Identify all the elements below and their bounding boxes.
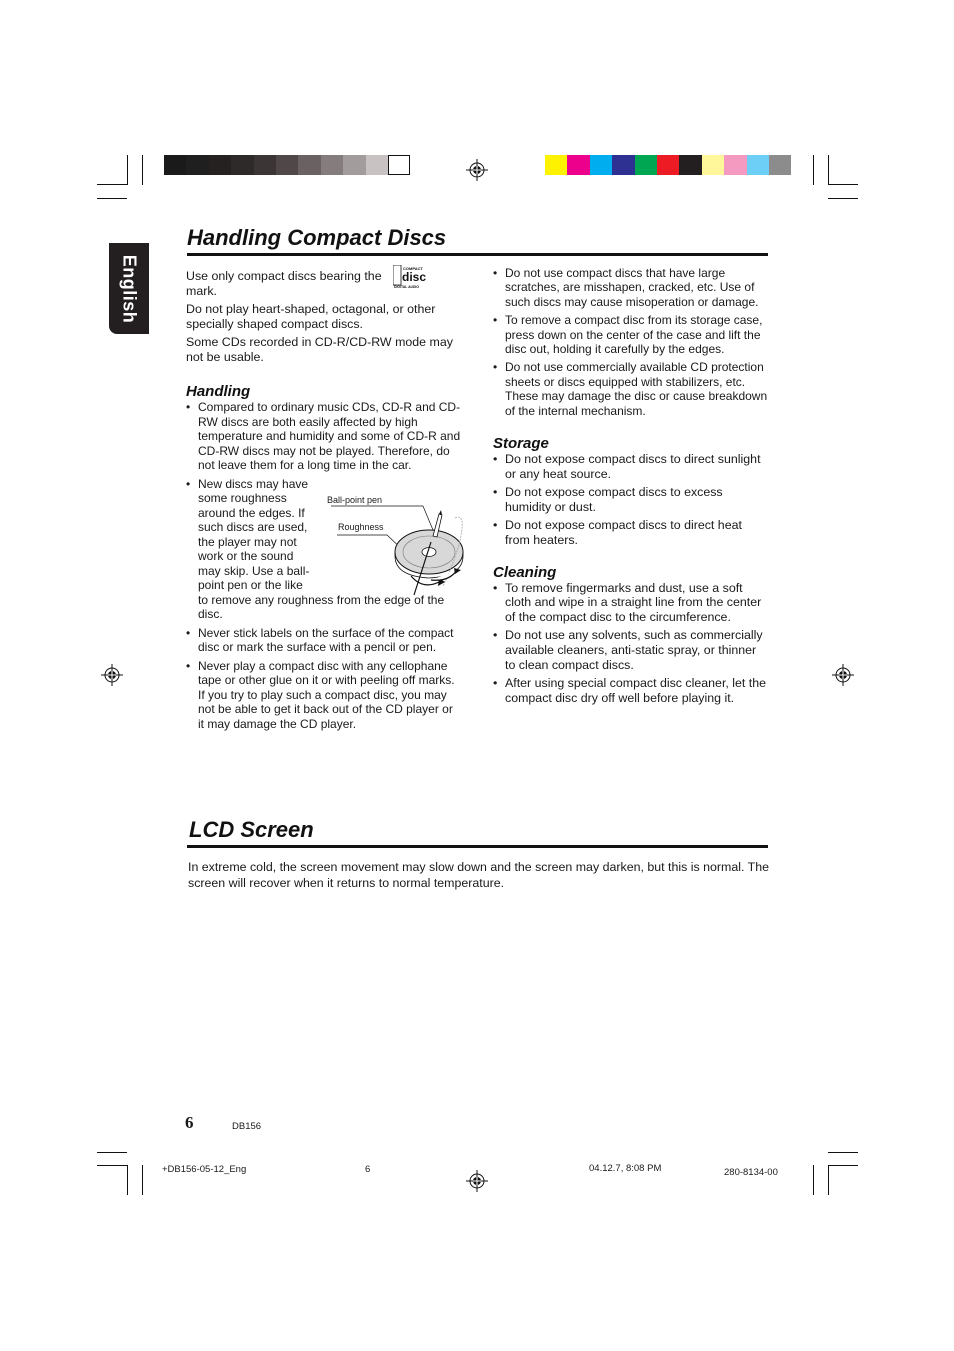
disc-roughness-figure [327, 490, 467, 600]
color-swatch [747, 155, 769, 175]
color-swatch [612, 155, 634, 175]
list-item: • Never play a compact disc with any cellophane tape or other glue on it or with peeling off marks. If you try to play such a compact disc, you may not be able to get it back out of the CD player or it may damage the CD player. [186, 659, 461, 732]
color-swatch [590, 155, 612, 175]
list-item: • To remove fingermarks and dust, use a soft cloth and wipe in a straight line from the center of the compact disc to the circumference. [493, 581, 768, 625]
list-item: • To remove a compact disc from its storage case, press down on the center of the case and lift the disc out, holding it carefully by the edges. [493, 313, 768, 356]
list-item: • Do not expose compact discs to direct sunlight or any heat source. [493, 452, 768, 481]
rough-edges-line: around the edges. If [198, 505, 305, 520]
rough-edges-line: may skip. Use a ball- [198, 563, 310, 578]
ball-point-pen-label: Ball-point pen [327, 495, 383, 505]
handling-heading: Handling [186, 382, 251, 400]
list-item: • Do not use compact discs that have large scratches, are misshapen, cracked, etc. Use of such discs may cause misoperation or damage. [493, 266, 768, 309]
list-item: • Do not use any solvents, such as commercially available cleaners, anti-static spray, or thinner to clean compact discs. [493, 628, 768, 672]
color-swatch [769, 155, 791, 175]
color-swatch [209, 155, 231, 175]
list-item: • Never stick labels on the surface of the compact disc or mark the surface with a pencil or pen. [186, 626, 461, 655]
color-swatch [254, 155, 276, 175]
rough-edges-text-tail: to remove any roughness from the edge of the disc. [198, 592, 445, 622]
rough-edges-line: work or the sound [198, 549, 294, 564]
registration-mark-icon [466, 159, 488, 181]
color-swatch [545, 155, 567, 175]
intro-paragraph: Do not play heart-shaped, octagonal, or other specially shaped compact discs. [186, 302, 436, 331]
rough-edges-line: point pen or the like [198, 578, 303, 593]
svg-text:COMPACT: COMPACT [403, 266, 423, 271]
title-rule [187, 253, 768, 256]
footer-part-code: 280-8134-00 [724, 1167, 778, 1178]
color-swatch [343, 155, 365, 175]
rough-edges-line: the player may not [198, 534, 297, 549]
precautions-list [493, 266, 768, 418]
registration-mark-icon [101, 664, 123, 686]
model-code: DB156 [232, 1121, 262, 1132]
disc-with-pen-icon [327, 490, 467, 600]
intro-paragraph: Some CDs recorded in CD-R/CD-RW mode may not be usable. [186, 335, 453, 364]
section-title: Handling Compact Discs [187, 225, 447, 250]
registration-mark-icon [466, 1170, 488, 1192]
cleaning-list [493, 581, 768, 706]
compact-disc-logo-icon [393, 265, 429, 293]
color-swatch [298, 155, 320, 175]
color-swatch [679, 155, 701, 175]
footer-date: 04.12.7, 8:08 PM [589, 1163, 662, 1174]
rough-edges-line: some roughness [198, 491, 287, 506]
color-swatch [276, 155, 298, 175]
language-tab-label: English [119, 254, 140, 323]
lcd-screen-paragraph: In extreme cold, the screen movement may slow down and the screen may darken, but this is normal. The screen will recover when it returns to normal temperature. [188, 860, 770, 890]
list-item: • Do not expose compact discs to direct heat from heaters. [493, 518, 768, 547]
title-rule [187, 845, 768, 848]
footer-page: 6 [365, 1164, 371, 1175]
color-swatch [635, 155, 657, 175]
right-column [493, 266, 768, 709]
section-title: LCD Screen [189, 817, 314, 842]
roughness-label: Roughness [338, 522, 384, 532]
color-swatch [657, 155, 679, 175]
language-tab [109, 243, 149, 334]
page-number: 6 [185, 1113, 194, 1132]
list-item: • Do not expose compact discs to excess humidity or dust. [493, 485, 768, 514]
color-swatch [366, 155, 388, 175]
rough-edges-line: such discs are used, [198, 520, 308, 535]
footer-file-name: +DB156-05-12_Eng [162, 1164, 247, 1175]
cleaning-heading: Cleaning [493, 563, 557, 581]
list-item: • After using special compact disc cleaner, let the compact disc dry off well before playing it. [493, 676, 768, 705]
color-swatch [702, 155, 724, 175]
list-item: • Compared to ordinary music CDs, CD-R and CD-RW discs are both easily affected by high temperature and humidity and some of CD-R and CD-RW discs may not be played. Therefore, do not leave them for a long time in the car. [186, 400, 461, 473]
intro-paragraph: Use only compact discs bearing the COMPACT disc DIGITAL AUDIO mark. [186, 269, 461, 298]
color-swatch [724, 155, 746, 175]
storage-heading: Storage [493, 435, 549, 453]
svg-text:disc: disc [402, 270, 427, 284]
rough-edges-line: • New discs may have [198, 476, 309, 491]
color-swatch [388, 155, 410, 175]
color-swatch [164, 155, 186, 175]
svg-text:DIGITAL AUDIO: DIGITAL AUDIO [394, 285, 419, 289]
color-swatch [567, 155, 589, 175]
color-swatch [186, 155, 208, 175]
storage-list [493, 452, 768, 548]
registration-mark-icon [832, 664, 854, 686]
color-swatch [321, 155, 343, 175]
color-swatch [231, 155, 253, 175]
list-item: • Do not use commercially available CD protection sheets or discs equipped with stabilizers, etc. These may damage the disc or cause breakdown of the internal mechanism. [493, 360, 768, 418]
